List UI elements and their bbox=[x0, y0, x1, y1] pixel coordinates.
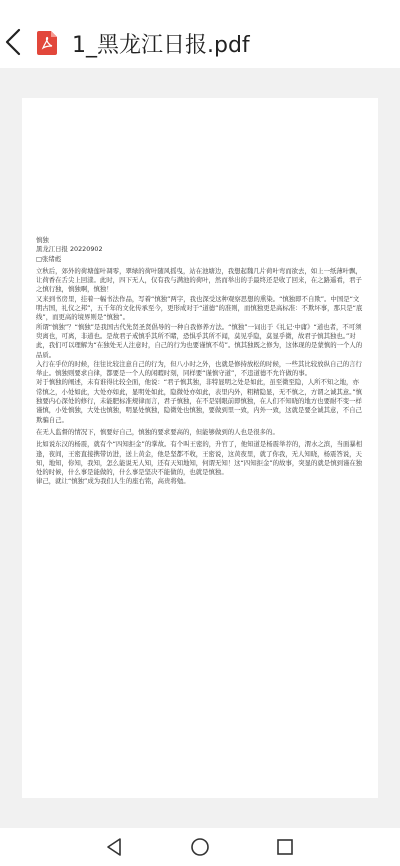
pdf-viewer[interactable] bbox=[0, 68, 400, 828]
doc-paragraph: 立秋后，郊外的荷塘莲叶凋零，翠绿的荷叶随风摇曳，站在池塘边，我想起魏几片荷叶弯而欲去，如上一纸薄叶飘，让荷香在舌尖上回漾。此时，四下无人，仅有我与满池的荷叶，然而举出的手最终还是收了回来，在之路遥看，君子之慎行独，慎独啊，慎独！ bbox=[36, 266, 362, 294]
doc-paragraph: 比如说东汉的杨震，就有个“四知拒金”的掌故。有个叫王密的，升官了，他知道是杨震举荐的，渭水之滨，当面暴相逢，夜间，王密直接携带访进，送上黄金，他是坚都不收，王密说，这黄夜里，就了你我，无人知晓，杨震答说，天知，地知，你知，我知，怎么能说无人知，还有天知地知，何谓无知！这“四知拒金”的故事，突显的就是慎到谨在独处的时候，什么事是能做的，什么事是坚决不能做的，也就是慎独。 bbox=[36, 440, 363, 477]
pdf-file-icon bbox=[37, 31, 57, 55]
doc-title: 慎独 bbox=[36, 236, 49, 244]
back-arrow-icon bbox=[5, 28, 21, 56]
nav-recents-button[interactable] bbox=[265, 828, 305, 866]
back-button[interactable] bbox=[0, 22, 26, 62]
doc-paragraph: 入行在乎位的时候，往往比较注意自己的行为，但八小时之外，也就是修持放松的时候，一些其比较放纵自己的言行举止。慎独则要求自律，都要是一个人的闲暇时刻，同样要“谨慎守道”，不违道德不允许做的事。 bbox=[36, 359, 362, 378]
square-recents-icon bbox=[276, 838, 294, 856]
doc-paragraph: 对于慎独的阐述，未有谁得比较全面，他说：“君子慎其独，非特显明之处是如此，虽至微至隐，人所不知之地，亦常慎之，小处如此，大处亦如此，显明处如此，隐微处亦如此，表里内外，粗精隐显，无不慎之，方谓之诚其意。”慎独要内心深处的修行，未能肥标准规律而言，君子慎独，在不是别眼前即慎独，在人们不知晓的地方也要耐不变一样谨慎，小处慎独，大处也慎独，明显处慎独，隐微处也慎独，要做到里一致，内外一致，这就是要全诚其意，不自己欺骗自己。 bbox=[36, 378, 363, 424]
doc-paragraph: 又来到书房里，挂着一幅书法作品，写着“慎独”两字，我也深受这种观察思想的熏染。“慎独即不自欺”。中国是“文明古国，礼仪之邦”，五千年的文化传承至今，更形成对于“道德”的准则，而慎独更是高标准：不欺坏事，那只是“底线”，而更高的境界则是“慎独”。 bbox=[36, 294, 363, 322]
circle-home-icon bbox=[190, 837, 210, 857]
nav-back-button[interactable] bbox=[94, 828, 134, 866]
doc-author: □张绪彪 bbox=[36, 254, 62, 263]
doc-paragraph: 所谓“慎独”？“慎独”是我国古代先贤圣贤倡导的一种自我修养方法。“慎独”一词出于《礼记·中庸》“道也者，不可须臾离也，可离，非道也。是故君子戒慎乎其所不睹，恐惧乎其所不闻，莫见乎隐，莫显乎微，故君子慎其独也。”对此，我们可以理解为“在独处无人注意时，自己的行为也要谨慎不苟”。慎其独既之修为，这体现的是蒙慎的一个人的品质。 bbox=[36, 322, 363, 359]
app-header bbox=[0, 0, 400, 68]
nav-home-button[interactable] bbox=[180, 828, 220, 866]
doc-source: 黑龙江日报 20220902 bbox=[36, 245, 103, 254]
doc-paragraph: 律己，就让“慎独”成为我们人生的座右铭，高贵将勉。 bbox=[36, 477, 190, 486]
doc-paragraph: 在无人监督的情况下，慎要好自己，慎独的要求要高的，但能够做到的人也是很多的。 bbox=[36, 427, 279, 436]
system-navigation-bar bbox=[0, 828, 400, 866]
file-title: 1_黑龙江日报.pdf bbox=[72, 33, 250, 58]
document-content bbox=[36, 236, 364, 487]
pdf-page[interactable] bbox=[22, 98, 378, 798]
triangle-back-icon bbox=[105, 837, 123, 857]
